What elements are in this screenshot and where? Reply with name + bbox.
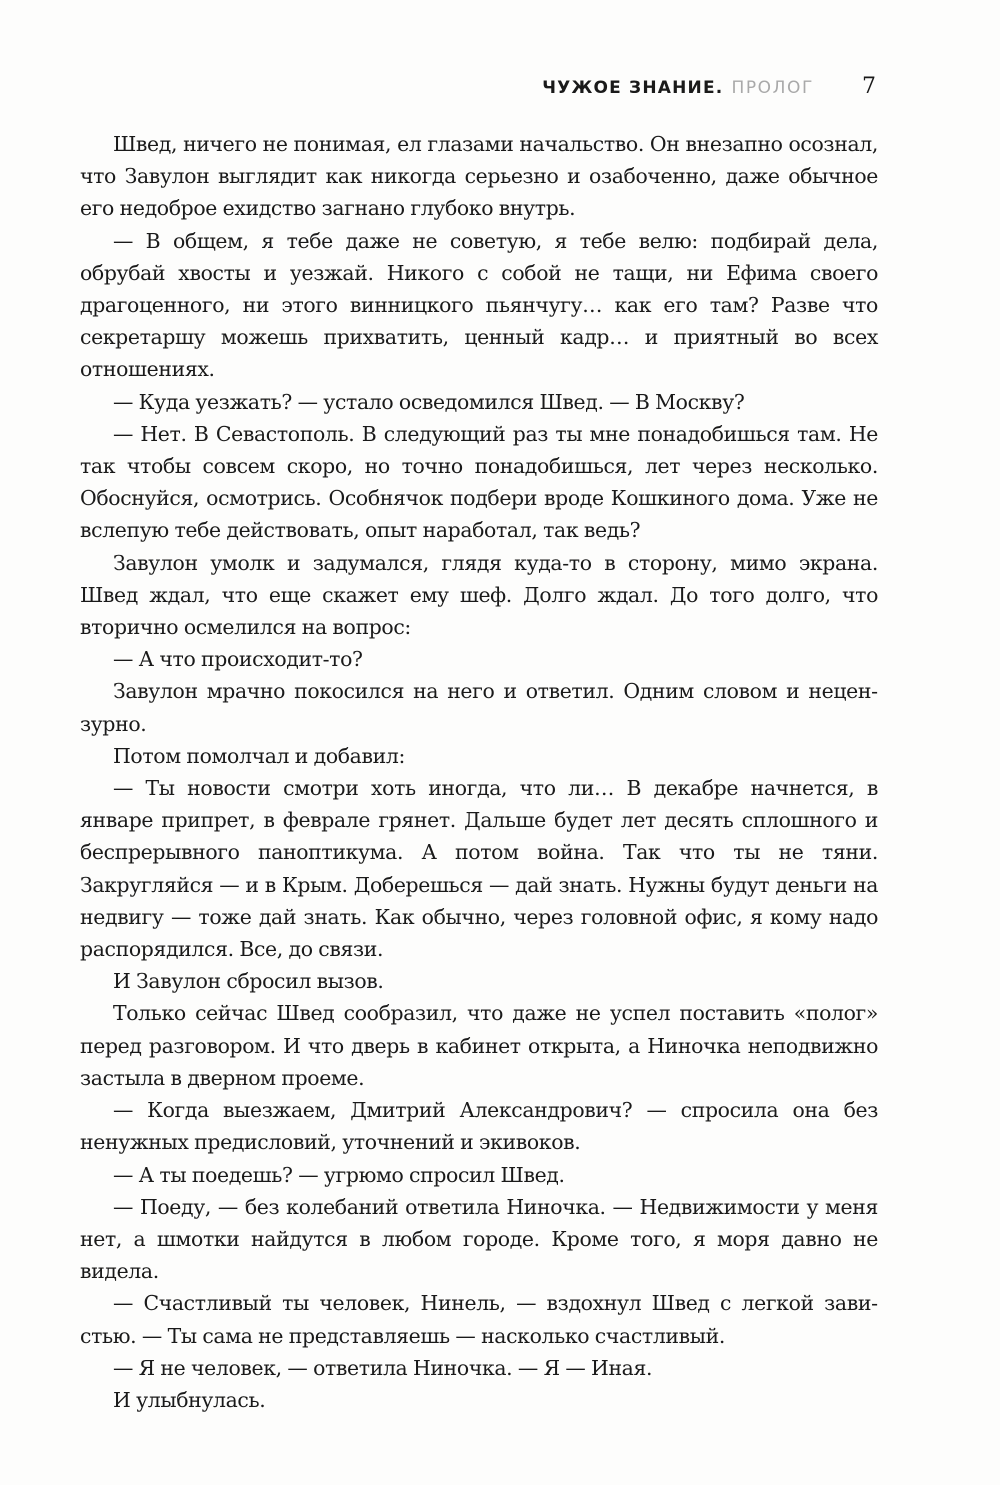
- paragraph-7: Завулон мрачно покосился на него и ответил. Одним словом и нецензурно.: [80, 679, 878, 736]
- header-book-title: ЧУЖОЕ ЗНАНИЕ.: [542, 78, 724, 98]
- paragraph-17: И улыбнулась.: [113, 1387, 266, 1412]
- header-section-title: ПРОЛОГ: [731, 78, 814, 98]
- paragraph-10: И Завулон сбросил вызов.: [113, 969, 384, 994]
- paragraph-11: Только сейчас Швед сообразил, что даже не успел поставить «полог» перед разговором. И что дверь в кабинет открыта, а Ниночка неподвижно застыла в дверном проеме.: [80, 1001, 878, 1090]
- paragraph-2: — В общем, я тебе даже не советую, я тебе велю: подбирай дела, обрубай хвосты и уезжай. Никого с собой не тащи, ни Ефима своего драгоценного, ни этого винницкого пьянчугу… как его там? Разве что секретаршу можешь прихватить, ценный кадр… и приятный во всех отношениях.: [80, 228, 878, 382]
- page-number: 7: [862, 74, 876, 99]
- paragraph-13: — А ты поедешь? — угрюмо спросил Швед.: [113, 1162, 565, 1187]
- paragraph-1: Швед, ничего не понимая, ел глазами начальство. Он внезапно осознал, что Завулон выглядит как никогда серьезно и озабоченно, даже обычное его недоброе ехидство загнано глубоко внутрь.: [80, 132, 878, 221]
- paragraph-8: Потом помолчал и добавил:: [113, 743, 405, 768]
- paragraph-4: — Нет. В Севастополь. В следующий раз ты мне понадобишься там. Не так чтобы совсем скоро, но точно понадобишься, лет через несколько. Обоснуйся, осмотрись. Особнячок подбери вроде Кошкиного дома. Уже не вслепую тебе действовать, опыт наработал, так ведь?: [80, 421, 878, 543]
- running-header: [542, 74, 876, 99]
- paragraph-12: — Когда выезжаем, Дмитрий Александрович? — спросила она без ненужных предисловий, уточнений и экивоков.: [80, 1098, 878, 1155]
- paragraph-14: — Поеду, — без колебаний ответила Ниночка. — Недвижимости у меня нет, а шмотки найдутся в любом городе. Кроме того, я моря давно не видела.: [80, 1194, 878, 1284]
- paragraph-9: — Ты новости смотри хоть иногда, что ли… В декабре начнется, в январе припрет, в феврале грянет. Дальше будет лет десять сплошного и беспрерывного паноптикума. А потом война. Так что ты не тяни. Закругляйся — и в Крым. Доберешься — дай знать. Нужны будут деньги на недвигу — тоже дай знать. Как обычно, через головной офис, я кому надо распорядился. Все, до связи.: [80, 776, 878, 962]
- paragraph-16: — Я не человек, — ответила Ниночка. — Я — Иная.: [113, 1355, 653, 1380]
- paragraph-3: — Куда уезжать? — устало осведомился Швед. — В Москву?: [113, 389, 745, 414]
- paragraph-15: — Счастливый ты человек, Нинель, — вздохнул Швед с легкой завистью. — Ты сама не представляешь — насколько счастливый.: [80, 1291, 878, 1348]
- paragraph-6: — А что происходит-то?: [113, 647, 363, 672]
- paragraph-5: Завулон умолк и задумался, глядя куда-то в сторону, мимо экрана. Швед ждал, что еще скажет ему шеф. Долго ждал. До того долго, что вторично осмелился на вопрос:: [80, 550, 878, 640]
- body-text: [80, 128, 878, 1416]
